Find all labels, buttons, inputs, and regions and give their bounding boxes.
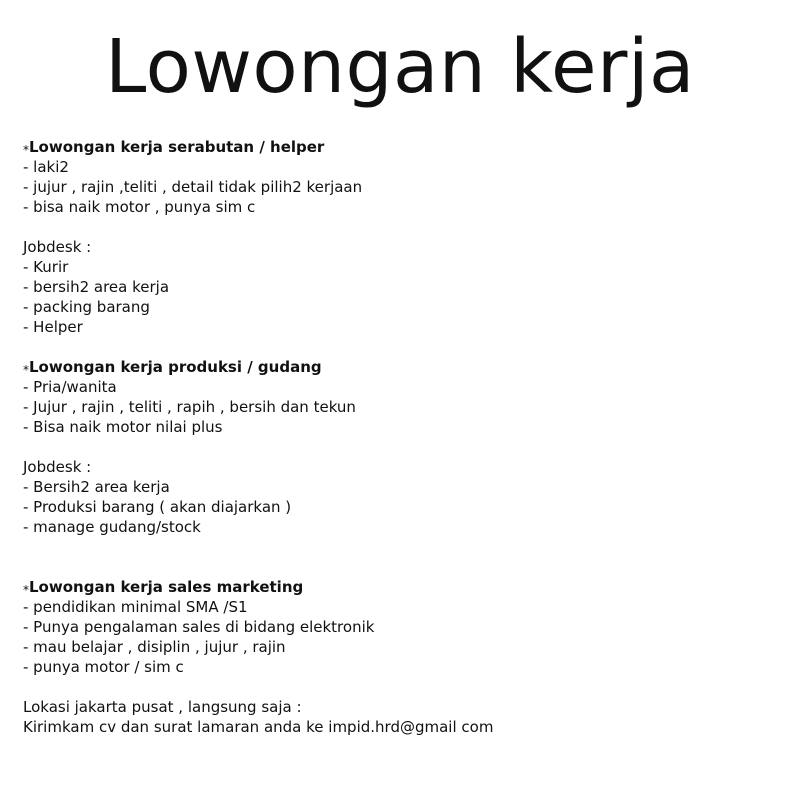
section1-heading: Lowongan kerja serabutan / helper [29,138,325,156]
list-item: - bisa naik motor , punya sim c [23,198,256,216]
list-item: - manage gudang/stock [23,518,201,536]
list-item: - bersih2 area kerja [23,278,170,296]
contact-text: Kirimkam cv dan surat lamaran anda ke impid.hrd@gmail com [23,718,494,736]
list-item: - mau belajar , disiplin , jujur , rajin [23,638,286,656]
list-item: - Bersih2 area kerja [23,478,170,496]
list-item: - Produksi barang ( akan diajarkan ) [23,498,292,516]
page-title: Lowongan kerja [105,24,695,110]
list-item: - pendidikan minimal SMA /S1 [23,598,248,616]
location-text: Lokasi jakarta pusat , langsung saja : [23,698,302,716]
list-item: - Pria/wanita [23,378,117,396]
section-heading [23,357,783,377]
section-heading [23,577,783,597]
job-posting-body [23,137,783,737]
asterisk-icon: * [23,143,29,157]
list-item: - Kurir [23,258,69,276]
list-item: - Jujur , rajin , teliti , rapih , bersih dan tekun [23,398,356,416]
list-item: - punya motor / sim c [23,658,184,676]
asterisk-icon: * [23,363,29,377]
asterisk-icon: * [23,583,29,597]
list-item: - Helper [23,318,83,336]
section-heading [23,137,783,157]
jobdesk-label: Jobdesk : [23,458,92,476]
list-item: - laki2 [23,158,69,176]
list-item: - packing barang [23,298,150,316]
list-item: - Punya pengalaman sales di bidang elektronik [23,618,375,636]
jobdesk-label: Jobdesk : [23,238,92,256]
list-item: - jujur , rajin ,teliti , detail tidak pilih2 kerjaan [23,178,363,196]
list-item: - Bisa naik motor nilai plus [23,418,223,436]
section3-heading: Lowongan kerja sales marketing [29,578,304,596]
section2-heading: Lowongan kerja produksi / gudang [29,358,322,376]
